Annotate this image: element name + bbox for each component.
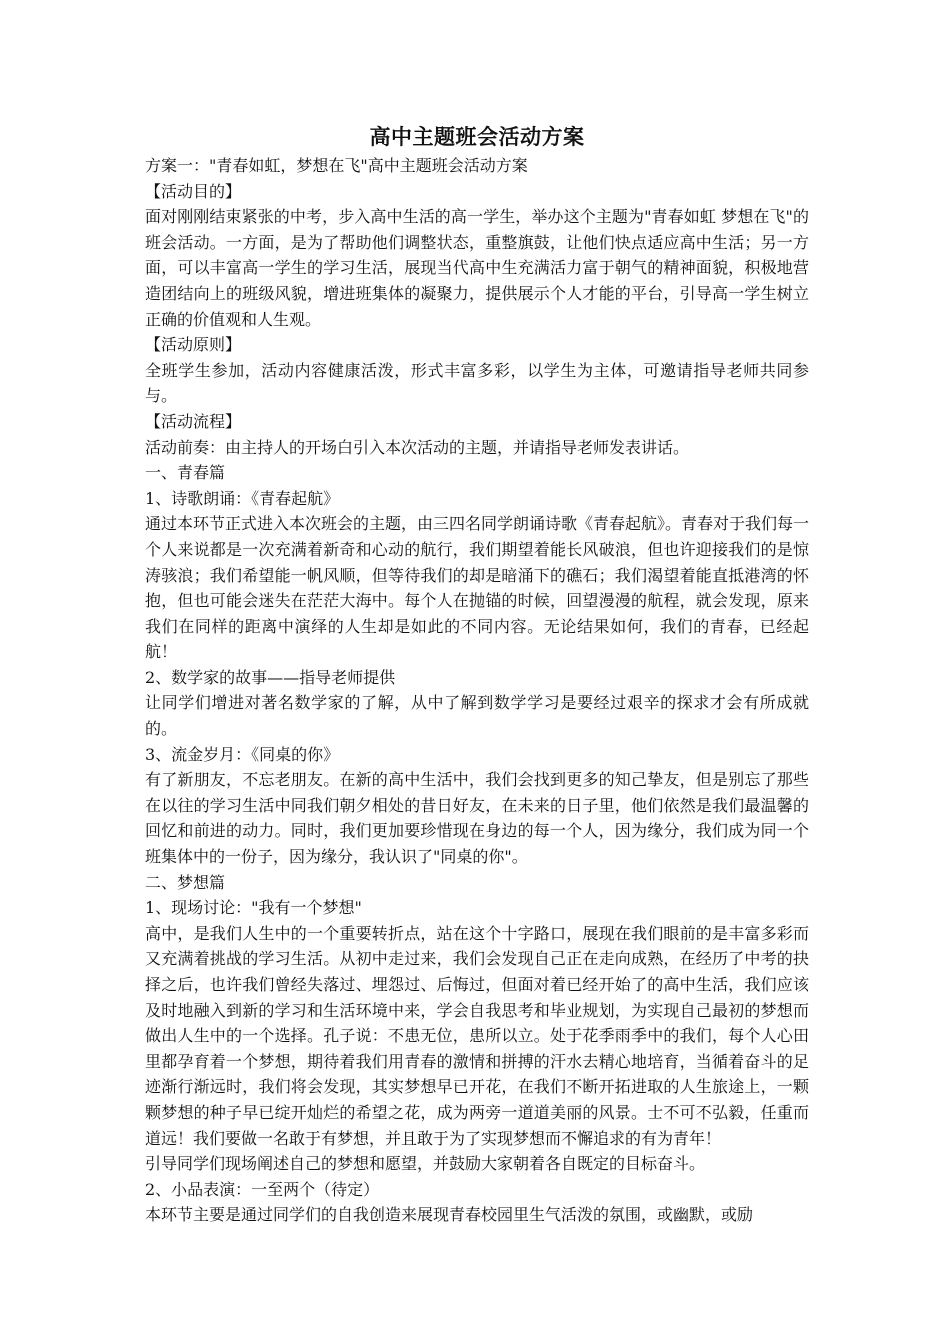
item-heading-deskmate: 3、流金岁月：《同桌的你》 (145, 744, 340, 764)
deskmate-paragraph: 有了新朋友，不忘老朋友。在新的高中生活中，我们会找到更多的知己挚友，但是别忘了那些在以往的学习生活中同我们朝夕相处的昔日好友，在未来的日子里，他们依然是我们最温馨的回忆和前进的动力。同时，我们更加要珍惜现在身边的每一个人，因为缘分，我们成为同一个班集体中的一份子，因为缘分，我认识了"同桌的你"。 (145, 770, 809, 867)
document-title: 高中主题班会活动方案 (369, 124, 585, 149)
skit-paragraph: 本环节主要是通过同学们的自我创造来展现青春校园里生气活泼的氛围，或幽默，或励 (145, 1205, 754, 1225)
item-heading-discussion: 1、现场讨论："我有一个梦想" (145, 898, 362, 918)
principle-paragraph: 全班学生参加，活动内容健康活泼，形式丰富多彩，以学生为主体，可邀请指导老师共同参与。 (145, 360, 809, 406)
item-heading-mathematician: 2、数学家的故事——指导老师提供 (145, 667, 396, 687)
item-heading-skit: 2、小品表演：一至两个（待定） (145, 1179, 380, 1199)
guidance-paragraph: 引导同学们现场阐述自己的梦想和愿望，并鼓励大家朝着各自既定的目标奋斗。 (145, 1154, 706, 1174)
section-heading-purpose: 【活动目的】 (145, 181, 242, 201)
mathematician-paragraph: 让同学们增进对著名数学家的了解，从中了解到数学学习是要经过艰辛的探求才会有所成就的。 (145, 693, 809, 739)
document-content (145, 121, 809, 1228)
poem-paragraph: 通过本环节正式进入本次班会的主题，由三四名同学朗诵诗歌《青春起航》。青春对于我们每一个人来说都是一次充满着新奇和心动的航行，我们期望着能长风破浪，但也许迎接我们的是惊涛骇浪；我们希望能一帆风顺，但等待我们的却是暗涌下的礁石；我们渴望着能直抵港湾的怀抱，但也可能会迷失在茫茫大海中。每个人在抛锚的时候，回望漫漫的航程，就会发现，原来我们在同样的距离中演绎的人生却是如此的不同内容。无论结果如何，我们的青春，已经起航！ (145, 514, 810, 662)
discussion-paragraph: 高中，是我们人生中的一个重要转折点，站在这个十字路口，展现在我们眼前的是丰富多彩而又充满着挑战的学习生活。从初中走过来，我们会发现自己正在走向成熟，在经历了中考的抉择之后，也许我们曾经失落过、埋怨过、后悔过，但面对着已经开始了的高中生活，我们应该及时地融入到新的学习和生活环境中来，学会自我思考和毕业规划，为实现自己最初的梦想而做出人生中的一个选择。孔子说：不患无位，患所以立。处于花季雨季中的我们，每个人心田里都孕育着一个梦想，期待着我们用青春的激情和拼搏的汗水去精心地培育，当循着奋斗的足迹渐行渐远时，我们将会发现，其实梦想早已开花，在我们不断开拓进取的人生旅途上，一颗颗梦想的种子早已绽开灿烂的希望之花，成为两旁一道道美丽的风景。士不可不弘毅，任重而道远！我们要做一名敢于有梦想，并且敢于为了实现梦想而不懈追求的有为青年！ (145, 923, 809, 1148)
prelude-paragraph: 活动前奏：由主持人的开场白引入本次活动的主题，并请指导老师发表讲话。 (145, 437, 690, 457)
plan-heading: 方案一："青春如虹，梦想在飞"高中主题班会活动方案 (145, 156, 528, 175)
section-heading-principle: 【活动原则】 (145, 335, 242, 355)
part-heading-dream: 二、梦想篇 (145, 872, 226, 892)
part-heading-youth: 一、青春篇 (145, 463, 226, 483)
section-heading-process: 【活动流程】 (145, 411, 242, 431)
purpose-paragraph: 面对刚刚结束紧张的中考，步入高中生活的高一学生，举办这个主题为"青春如虹 梦想在飞"的班会活动。一方面，是为了帮助他们调整状态，重整旗鼓，让他们快点适应高中生活；另一方面，可以丰富高一学生的学习生活，展现当代高中生充满活力富于朝气的精神面貌，积极地营造团结向上的班级风貌，增进班集体的凝聚力，提供展示个人才能的平台，引导高一学生树立正确的价值观和人生观。 (145, 207, 809, 329)
item-heading-poem: 1、诗歌朗诵：《青春起航》 (145, 488, 340, 508)
